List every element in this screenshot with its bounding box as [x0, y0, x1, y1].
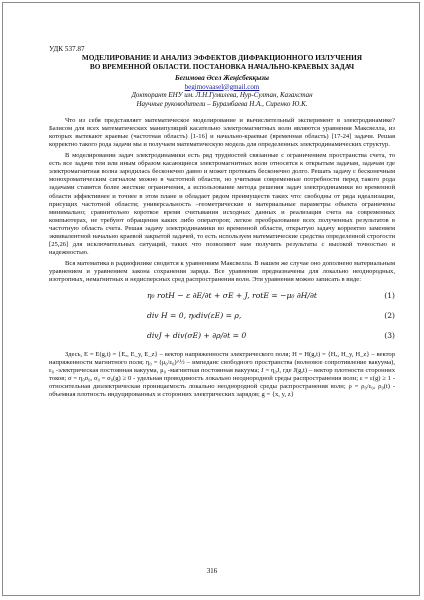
- author-affiliation: Докторант ЕНУ им. Л.Н.Гумилева, Нур-Султан, Казахстан: [131, 91, 313, 100]
- equation-2: [49, 309, 395, 325]
- article-title: [49, 54, 395, 71]
- equation-number: (3): [384, 330, 395, 340]
- equation-number: (2): [384, 310, 395, 320]
- paragraph-maxwell: Вся математика в радиофизике сводится к уравнениям Максвелла. В нашем же случае оно дополнено материальным уравнением и уравнением закона сохранения заряда. Все уравнения предназначены для локально неоднородных, изотропных, немагнитных и недисперсных сред распространения волн. Эти уравнения можно записать в виде:: [49, 260, 395, 284]
- document-page: [2, 2, 420, 596]
- article-body: [49, 45, 395, 399]
- title-line: ВО ВРЕМЕННОЙ ОБЛАСТИ. ПОСТАНОВКА НАЧАЛЬНО-КРАЕВЫХ ЗАДАЧ: [89, 61, 355, 71]
- paragraph-intro: Что из себя представляет математическое моделирование и вычислительный эксперимент в электродинамике? Базисом для всех математических манипуляций касательно электромагнитных волн являются уравнения Максвелла, из которых вытекают краевые (частотная область) [1-16] и начально-краевые (временная область) [17-24] задачи. Решая корректно такого рода задачи мы и получаем математическую модель для определенных электродинамических структур.: [49, 116, 395, 148]
- paragraph-definitions: Здесь, E = E(g,t) = {Eₓ, E_y, E_z} – вектор напряженности электрического поля; H = H(g,t) = {Hₓ, H_y, H_z} – вектор напряженности магнитного поля; η₀ = (μ₀/ε₀)^½ – импеданс свободного пространства (волновое сопротивление вакуума), ε₀ -электрическая постоянная вакуума, μ₀ -магнитная постоянная вакуума; J = η₀J, где J(g,t) – вектор плотности сторонних токов; σ = η₀σ₀, σ₀ = σ₀(g) ≥ 0 - удельная проводимость локально неоднородной среды распространения волн; ε = ε(g) ≥ 1 - относительная диэлектрическая проницаемость локально неоднородной среды распространения волн; ρ = ρ₀/ε₀, ρ₀(t) - объемная плотность индуцированных и сторонних электрических зарядов; g = {x, y, z}: [49, 350, 395, 399]
- equation-expression: η₀ rotH − ε ∂E/∂t + σE + J, rotE = −μ₀ ∂H/∂t: [147, 290, 317, 300]
- title-line: МОДЕЛИРОВАНИЕ И АНАЛИЗ ЭФФЕКТОВ ДИФРАКЦИОННОГО ИЗЛУЧЕНИЯ: [81, 53, 363, 63]
- page-number: 316: [206, 568, 218, 575]
- equation-expression: divJ + div(σE) + ∂ρ/∂t = 0: [147, 330, 247, 340]
- equation-1: [49, 286, 395, 308]
- equation-number: (1): [384, 290, 395, 300]
- equation-expression: div H = 0, η₀div(εE) = ρ,: [147, 310, 242, 320]
- paragraph-difficulties: В моделировании задач электродинамики есть ряд трудностей связанные с ограничением пространства счета, то есть все задачи тем или иным образом касающиеся электромагнитных волн относятся к открытым задачам, задачам где электромагнитная волна зародилась бесконечно давно и может протекать бесконечно долго. Решать задачу с бесконечным монохроматическим сигналом можно в частотной области, но учитывая современные потребности перед такого рода задачами ставятся более жесткие ограничения, а использование метода решения задач электродинамики во временной области эффективнее и точнее в этом плане и обладает рядом преимуществ таких что: свободны от ряда идеализации, присущих частотной области; универсальность –геометрические и материальные параметры объекта ограничены минимально; сравнительно короткое время считывания исходных данных и реализация счета на современных компьютерах, не требуют обращения каких либо операторов; легкое преобразование всех полученных результатов в частотную область счета. Решая задачу электродинамики во временной области, открытую задачу корректно заменяем эквивалентной начально краевой закрытой задачей, то есть используем математические средства определенной строгости [25,26] для исключительных ситуаций, таких что позволяют нам получить результаты с высокой точностью и надежностью.: [49, 152, 395, 257]
- equation-3: [49, 326, 395, 348]
- author-name: Бегимова Әсел Жеңісбекқызы: [175, 73, 269, 82]
- author-email-link[interactable]: begimovaasel@gmail.com: [184, 82, 260, 91]
- udc-code: УДК 537.87: [49, 45, 85, 53]
- scientific-supervisors: Научные руководители – Бурамбаева Н.А., Сиренко Ю.К.: [136, 99, 308, 108]
